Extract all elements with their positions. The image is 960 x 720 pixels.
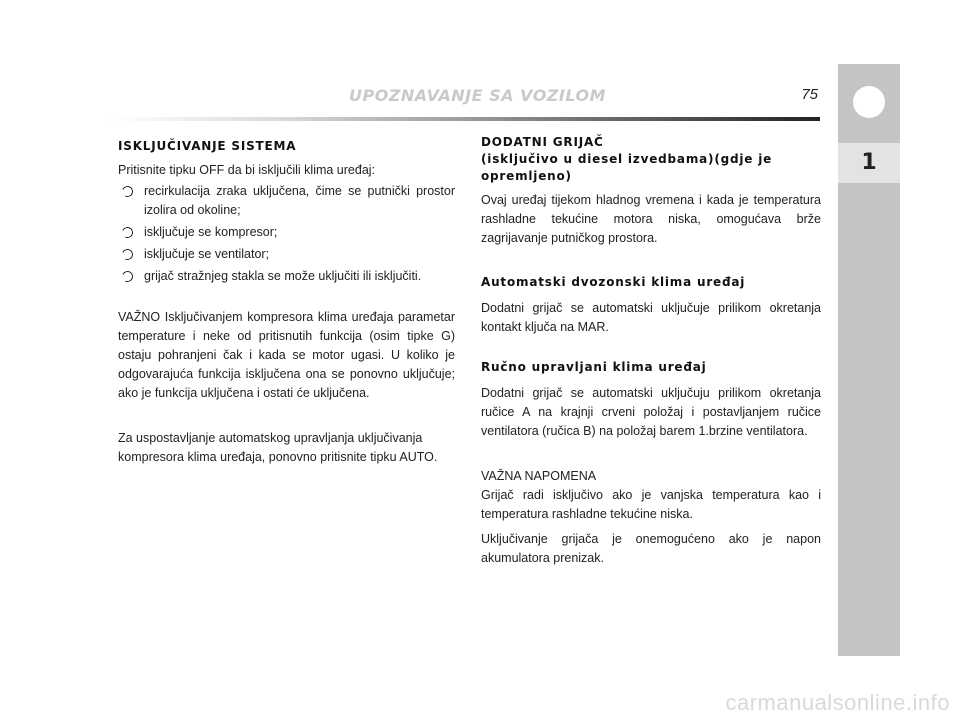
right-column	[481, 134, 821, 568]
list-item-text: isključuje se ventilator;	[144, 247, 270, 261]
list-item-text: isključuje se kompresor;	[144, 225, 278, 239]
list-item	[118, 223, 455, 242]
bullet-icon	[120, 225, 134, 239]
important-note-text: VAŽNO Isključivanjem kompresora klima uređaja parametar temperature i neke od pritisnutih funkcija (osim tipke G) ostaju pohranjeni čak i kada se motor ugasi. U koliko je odgovarajuća funkcija isključena ona se ponovno uključuje; ako je funkcija uključena i ostati će uključena.	[118, 310, 455, 400]
aux-heater-intro-text: Ovaj uređaj tijekom hladnog vremena i kada je temperatura rashladne tekućine motora niska, omogućava brže zagrijavanje putničkog prostora.	[481, 193, 821, 245]
bullet-icon	[120, 269, 134, 283]
important-note-title: VAŽNA NAPOMENA	[481, 469, 597, 483]
bullet-icon	[120, 184, 134, 198]
section-subheading-diesel-only: (isključivo u diesel izvedbama)(gdje je opremljeno)	[481, 152, 773, 183]
list-item	[118, 245, 455, 264]
list-item	[118, 182, 455, 220]
list-item-text: recirkulacija zraka uključena, čime se putnički prostor izolira od okoline;	[144, 184, 455, 217]
auto-climate-text: Dodatni grijač se automatski uključuje prilikom okretanja kontakt ključa na MAR.	[481, 301, 821, 334]
important-note-text-1: Grijač radi isključivo ako je vanjska temperatura kao i temperatura rashladne tekućine niska.	[481, 488, 821, 521]
page-number: 75	[801, 86, 818, 103]
off-intro-text: Pritisnite tipku OFF da bi isključili klima uređaj:	[118, 163, 376, 177]
section-heading-manual-climate: Ručno upravljani klima uređaj	[481, 360, 707, 374]
list-item-text: grijač stražnjeg stakla se može uključiti ili isključiti.	[144, 269, 422, 283]
off-effects-list	[118, 182, 455, 286]
bullet-icon	[120, 247, 134, 261]
chapter-circle-marker	[853, 86, 885, 118]
page-header-title: UPOZNAVANJE SA VOZILOM	[348, 86, 606, 105]
section-heading-aux-heater: DODATNI GRIJAČ	[481, 135, 604, 149]
section-heading-system-off: ISKLJUČIVANJE SISTEMA	[118, 139, 297, 153]
list-item	[118, 267, 455, 286]
chapter-number-tab: 1	[838, 143, 900, 183]
manual-climate-text: Dodatni grijač se automatski uključuju prilikom okretanja ručice A na krajnji crveni položaj i postavljanjem ručice ventilatora (ručica B) na položaj barem 1.brzine ventilatora.	[481, 386, 821, 438]
watermark: carmanualsonline.info	[725, 690, 950, 715]
header-divider	[108, 117, 820, 121]
section-heading-auto-climate: Automatski dvozonski klima uređaj	[481, 275, 746, 289]
left-column	[118, 138, 455, 467]
important-note-text-2: Uključivanje grijača je onemogućeno ako je napon akumulatora prenizak.	[481, 532, 821, 565]
auto-restore-text: Za uspostavljanje automatskog upravljanja uključivanja kompresora klima uređaja, ponovno pritisnite tipku AUTO.	[118, 431, 438, 464]
